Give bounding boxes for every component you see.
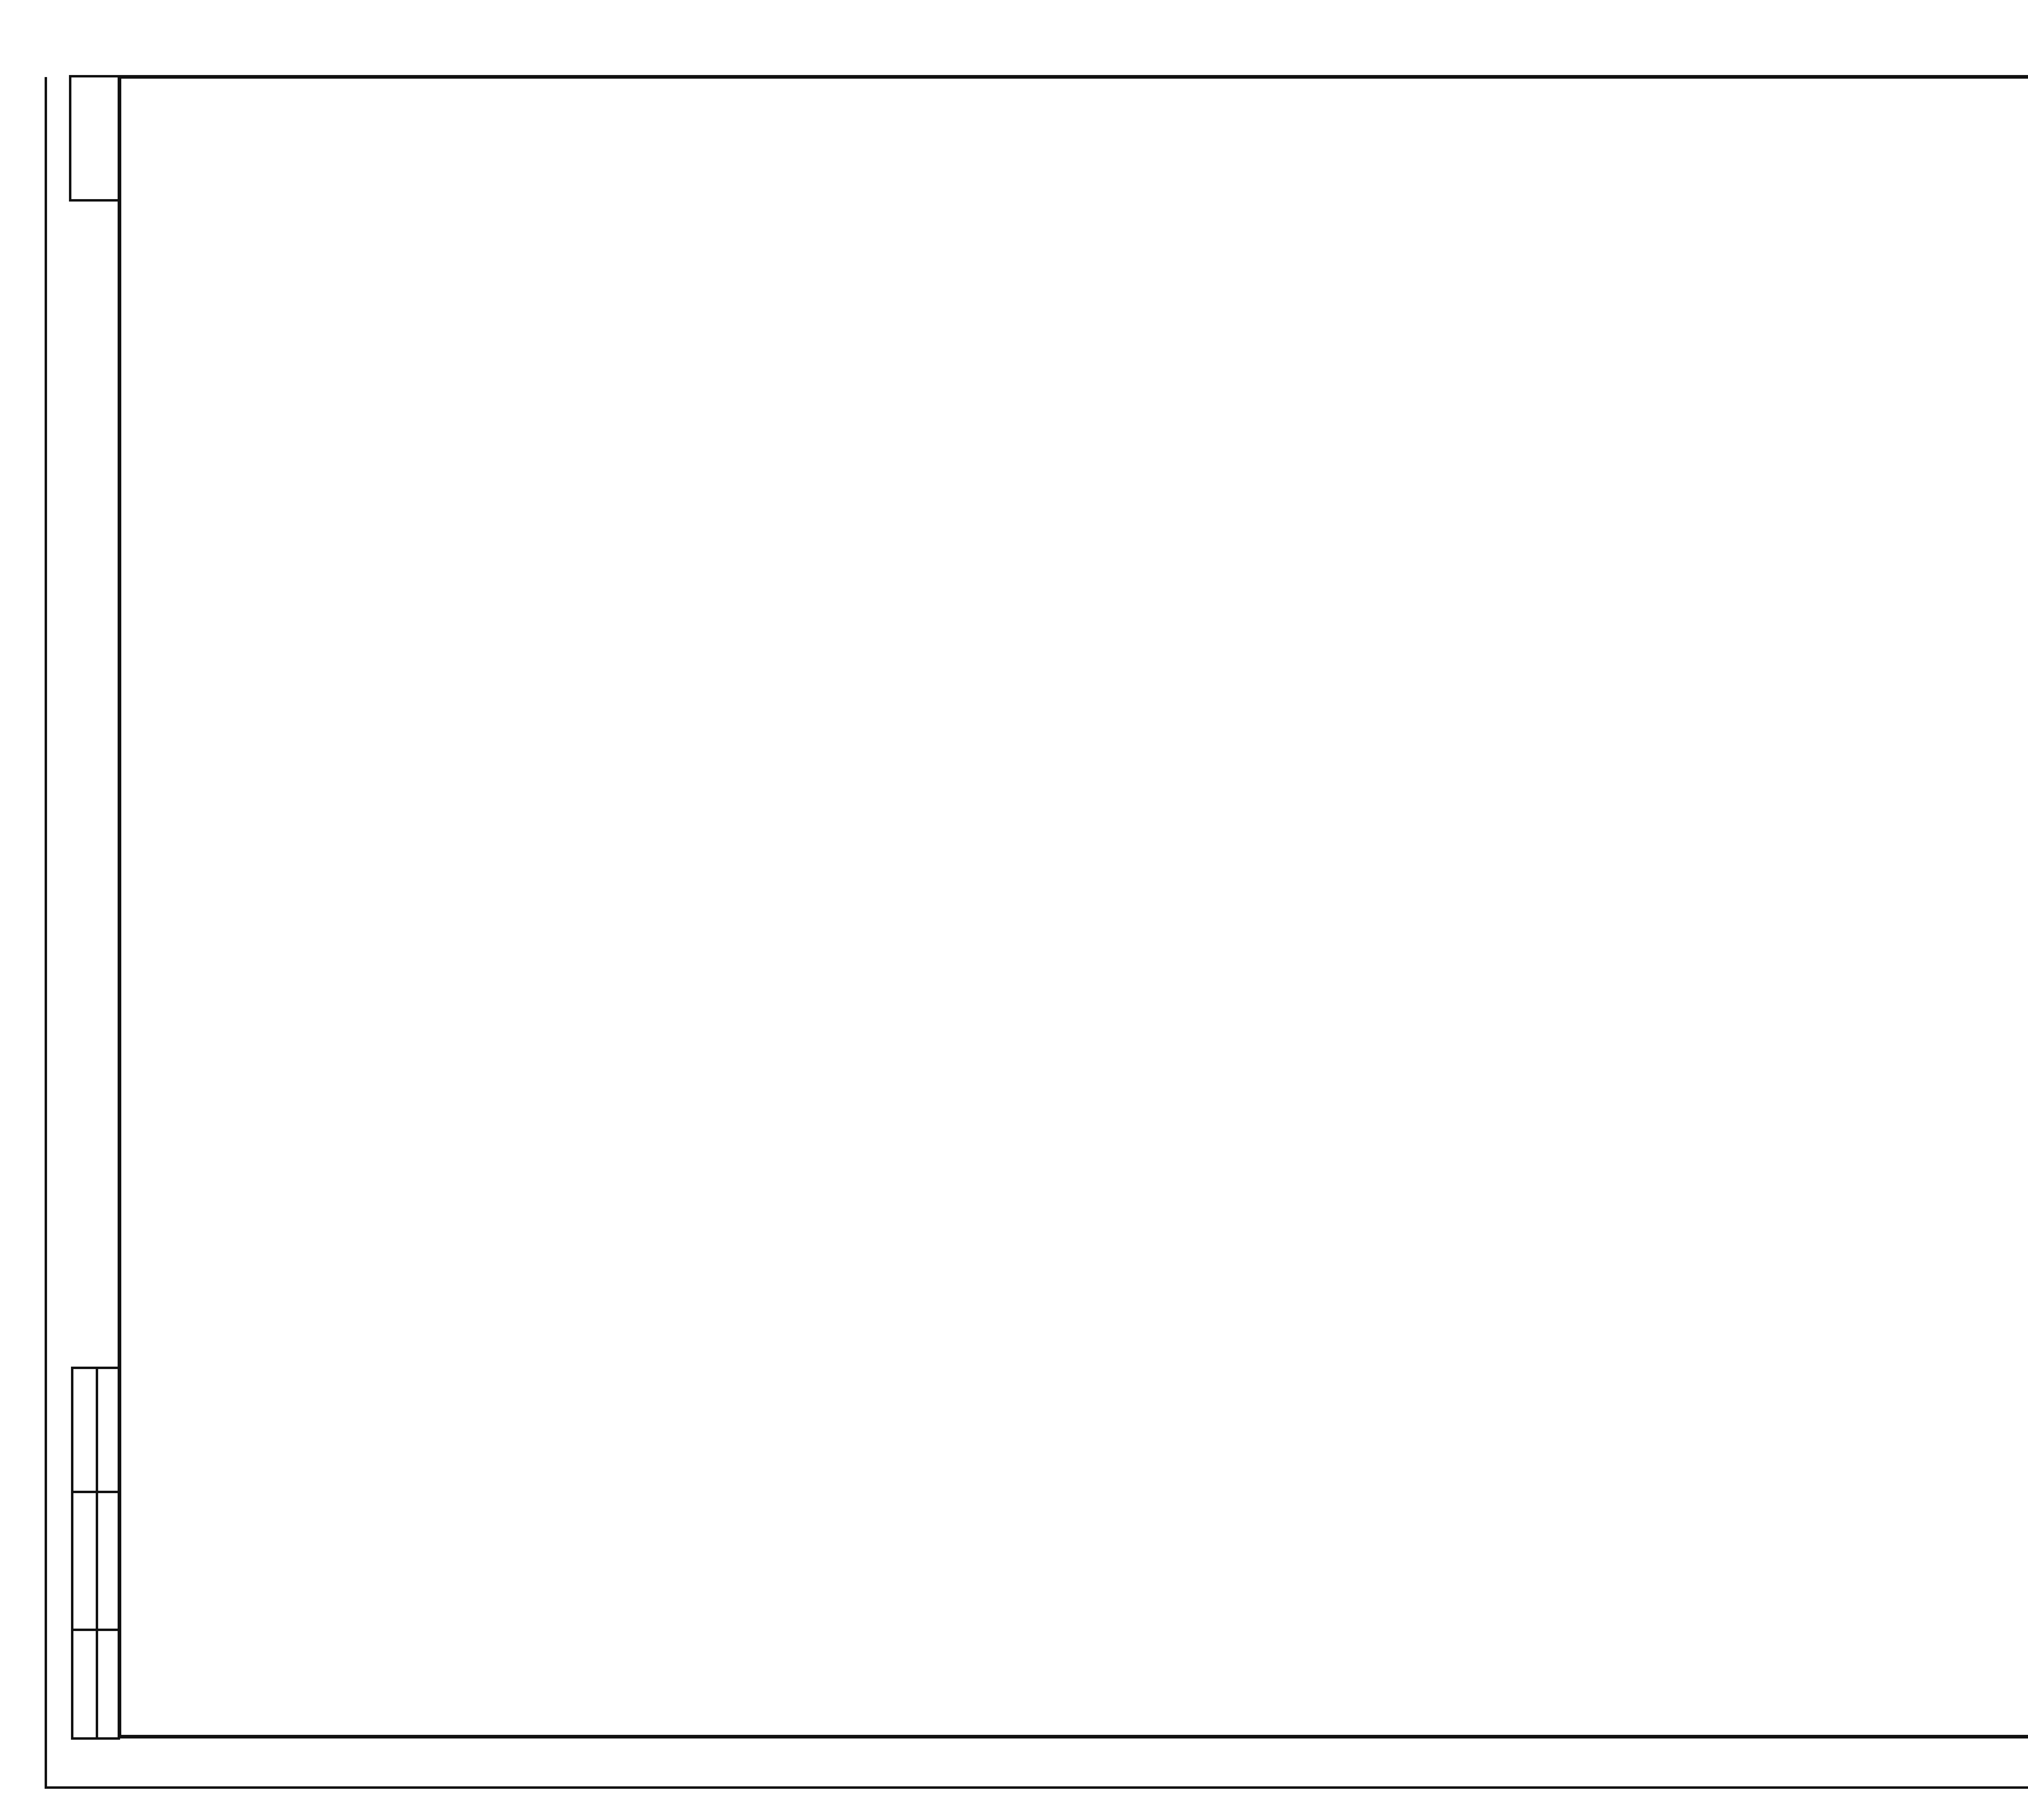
outer-border-bottom [45,1786,2028,1789]
stamp-cell-line [73,1491,120,1493]
stamp-divider [96,1369,98,1737]
drawing-frame [118,75,2028,1738]
section-noise [239,912,442,916]
outer-border-left [45,77,47,1786]
stamp-cell-line [73,1629,120,1631]
stamp-left [71,1367,120,1740]
album-box [69,75,120,202]
